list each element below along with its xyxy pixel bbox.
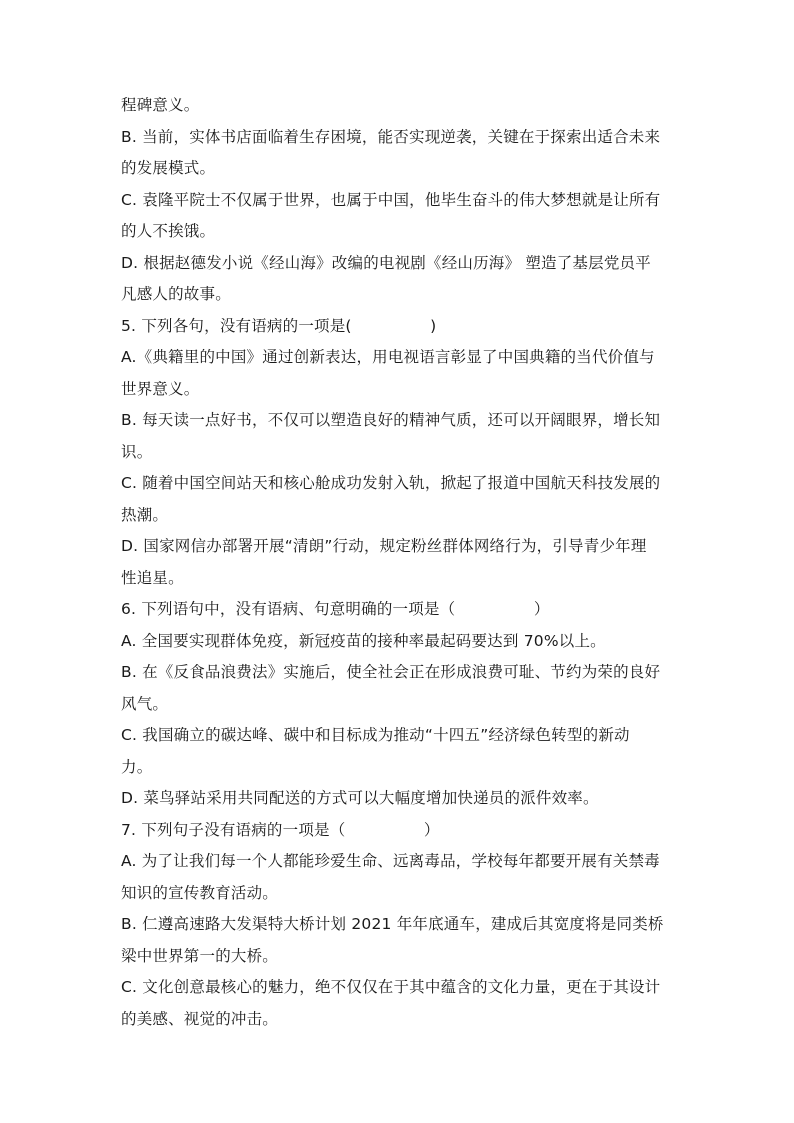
- text-line: B. 仁遵高速路大发渠特大桥计划 2021 年年底通车，建成后其宽度将是同类桥: [121, 915, 664, 933]
- text-line: C. 袁隆平院士不仅属于世界，也属于中国，他毕生奋斗的伟大梦想就是让所有: [121, 190, 661, 209]
- text-line: B. 当前，实体书店面临着生存困境，能否实现逆袭，关键在于探索出适合未来: [121, 127, 661, 146]
- text-line: D. 国家网信办部署开展“清朗”行动，规定粉丝群体网络行为，引导青少年理: [121, 537, 647, 555]
- text-line: 力。: [121, 757, 153, 776]
- text-line: A.《典籍里的中国》通过创新表达，用电视语言彰显了中国典籍的当代价值与: [121, 348, 655, 366]
- text-line: 风气。: [121, 694, 169, 713]
- text-line: A. 为了让我们每一个人都能珍爱生命、远离毒品，学校每年都要开展有关禁毒: [121, 852, 660, 870]
- text-line: 热潮。: [121, 505, 169, 524]
- text-line: C. 我国确立的碳达峰、碳中和目标成为推动“十四五”经济绿色转型的新动: [121, 726, 630, 744]
- text-line: 识。: [121, 442, 153, 461]
- text-line: D. 菜鸟驿站采用共同配送的方式可以大幅度增加快递员的派件效率。: [121, 789, 599, 807]
- text-line: 凡感人的故事。: [121, 285, 231, 303]
- question-7-stem: 7. 下列句子没有语病的一项是（ ）: [121, 820, 440, 839]
- text-line: D. 根据赵德发小说《经山海》改编的电视剧《经山历海》 塑造了基层党员平: [121, 253, 651, 272]
- question-5-stem: 5. 下列各句，没有语病的一项是( ): [121, 316, 437, 335]
- document-body: [121, 90, 681, 1035]
- text-line: 的发展模式。: [121, 159, 216, 177]
- text-line: B. 在《反食品浪费法》实施后，使全社会正在形成浪费可耻、节约为荣的良好: [121, 663, 661, 681]
- text-line: 程碑意义。: [121, 96, 200, 114]
- text-line: 世界意义。: [121, 379, 200, 398]
- text-line: C. 随着中国空间站天和核心舱成功发射入轨，掀起了报道中国航天科技发展的: [121, 474, 661, 492]
- text-line: A. 全国要实现群体免疫，新冠疫苗的接种率最起码要达到 70%以上。: [121, 631, 606, 650]
- text-line: B. 每天读一点好书，不仅可以塑造良好的精神气质，还可以开阔眼界，增长知: [121, 411, 661, 429]
- text-line: 的美感、视觉的冲击。: [121, 1009, 279, 1028]
- text-line: 性追星。: [121, 568, 184, 587]
- text-line: 梁中世界第一的大桥。: [121, 946, 279, 965]
- question-6-stem: 6. 下列语句中，没有语病、句意明确的一项是（ ）: [121, 600, 550, 618]
- text-line: C. 文化创意最核心的魅力，绝不仅仅在于其中蕴含的文化力量，更在于其设计: [121, 978, 661, 996]
- text-line: 知识的宣传教育活动。: [121, 883, 279, 902]
- text-line: 的人不挨饿。: [121, 222, 216, 240]
